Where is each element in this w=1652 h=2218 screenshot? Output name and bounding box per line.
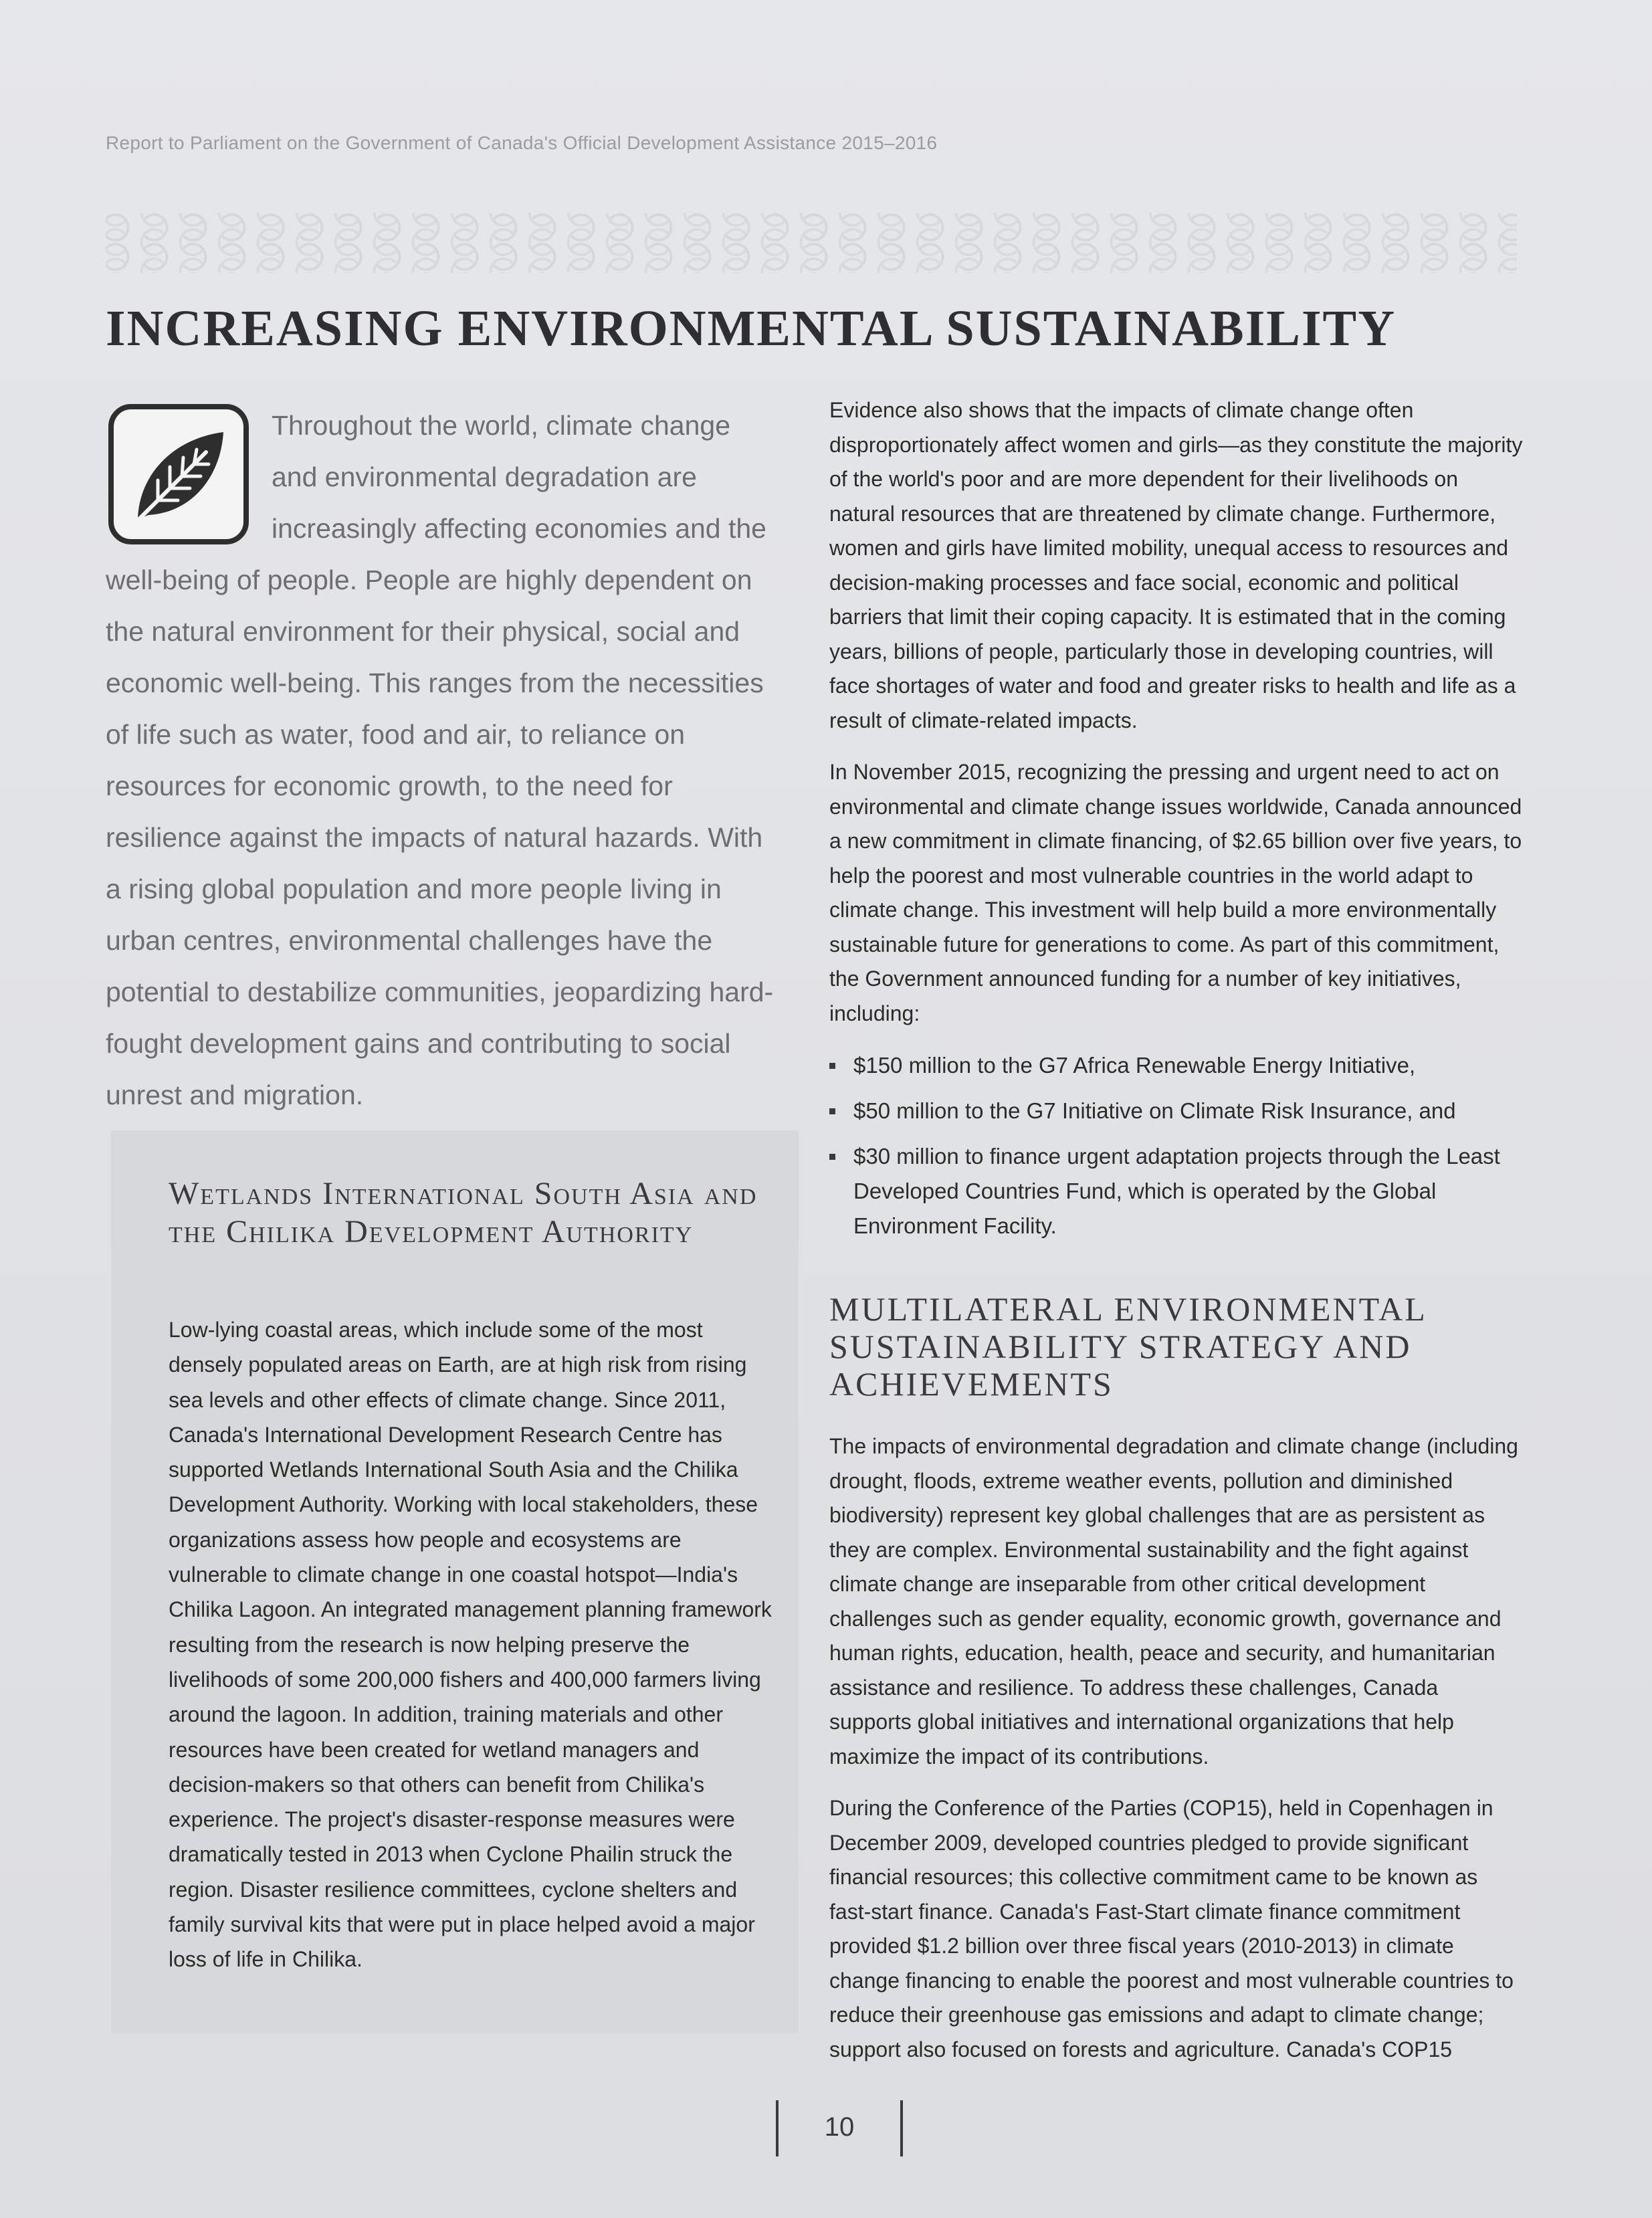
intro-text: Throughout the world, climate change and environmental degradation are increasingly affecting economies and the well-being of people. People are highly dependent on the natural environment for their physical, social and economic well-being. This ranges from the necessities of life such as water, food and air, to reliance on resources for economic growth, to the need for resilience against the impacts of natural hazards. With a rising global population and more people living in urban centres, environmental challenges have the potential to destabilize communities, jeopardizing hard-fought development gains and contributing to social unrest and migration.: [106, 410, 774, 1110]
list-item: [829, 1094, 1525, 1128]
sidebar-title: Wetlands International South Asia and the Chilika Development Authority: [169, 1176, 758, 1249]
paragraph-cop15: During the Conference of the Parties (COP15), held in Copenhagen in December 2009, developed countries pledged to provide significant financial resources; this collective commitment came to be known as fast-start finance. Canada's Fast-Start climate finance commitment provided $1.2 billion over three fiscal years (2010-2013) in climate change financing to enable the poorest and most vulnerable countries to reduce their greenhouse gas emissions and adapt to climate change; support also focused on forests and agriculture. Canada's COP15: [829, 1796, 1514, 2061]
page-title: INCREASING ENVIRONMENTAL SUSTAINABILITY: [106, 300, 1397, 357]
decorative-wave-band: [106, 213, 1517, 273]
case-study-sidebar: [111, 1130, 799, 2033]
list-item-text: $30 million to finance urgent adaptation projects through the Least Developed Countries Fund, which is operated by the Global Environment Facility.: [853, 1144, 1500, 1238]
list-item-text: $150 million to the G7 Africa Renewable Energy Initiative,: [853, 1053, 1416, 1078]
paragraph-climate-financing: In November 2015, recognizing the pressing and urgent need to act on environmental and climate change issues worldwide, Canada announced a new commitment in climate financing, of $2.65 billion over five years, to help the poorest and most vulnerable countries in the world adapt to climate change. This investment will help build a more environmentally sustainable future for generations to come. As part of this commitment, the Government announced funding for a number of key initiatives, including:: [829, 760, 1522, 1025]
page-number: 10: [824, 2112, 855, 2142]
sidebar-body: Low-lying coastal areas, which include some of the most densely populated areas on Earth, are at high risk from rising sea levels and other effects of climate change. Since 2011, Canada's International Development Research Centre has supported Wetlands International South Asia and the Chilika Development Authority. Working with local stakeholders, these organizations assess how people and ecosystems are vulnerable to climate change in one coastal hotspot—India's Chilika Lagoon. An integrated management planning framework resulting from the research is now helping preserve the livelihoods of some 200,000 fishers and 400,000 farmers living around the lagoon. In addition, training materials and other resources have been created for wetland managers and decision-makers so that others can benefit from Chilika's experience. The project's disaster-response measures were dramatically tested in 2013 when Cyclone Phailin struck the region. Disaster resilience committees, cyclone shelters and family survival kits that were put in place helped avoid a major loss of life in Chilika.: [169, 1318, 772, 1972]
paragraph-global-challenges: The impacts of environmental degradation and climate change (including drought, floods, extreme weather events, pollution and diminished biodiversity) represent key global challenges that are as persistent as they are complex. Environmental sustainability and the fight against climate change are inseparable from other critical development challenges such as gender equality, economic growth, governance and human rights, education, health, peace and security, and humanitarian assistance and resilience. To address these challenges, Canada supports global initiatives and international organizations that help maximize the impact of its contributions.: [829, 1434, 1518, 1769]
bullet-icon: [829, 1154, 835, 1160]
right-column: [829, 393, 1525, 2084]
page-footer: [776, 2100, 903, 2156]
initiatives-list: [829, 1048, 1525, 1243]
list-item-text: $50 million to the G7 Initiative on Climate Risk Insurance, and: [853, 1098, 1456, 1123]
list-item: [829, 1139, 1525, 1243]
paragraph-women-girls: Evidence also shows that the impacts of climate change often disproportionately affect women and girls—as they constitute the majority of the world's poor and are more dependent for their livelihoods on natural resources that are threatened by climate change. Furthermore, women and girls have limited mobility, unequal access to resources and decision-making processes and face social, economic and political barriers that limit their coping capacity. It is estimated that in the coming years, billions of people, particularly those in developing countries, will face shortages of water and food and greater risks to health and life as a result of climate-related impacts.: [829, 398, 1523, 732]
intro-paragraph: [106, 400, 781, 1121]
icon-spacer: [106, 400, 272, 552]
running-header: Report to Parliament on the Government of Canada's Official Development Assistance 2015–2016: [106, 132, 938, 153]
list-item: [829, 1048, 1525, 1083]
divider: [900, 2100, 903, 2156]
bullet-icon: [829, 1063, 835, 1069]
section-subheading: MULTILATERAL ENVIRONMENTAL SUSTAINABILITY STRATEGY AND ACHIEVEMENTS: [829, 1290, 1426, 1403]
bullet-icon: [829, 1108, 835, 1114]
